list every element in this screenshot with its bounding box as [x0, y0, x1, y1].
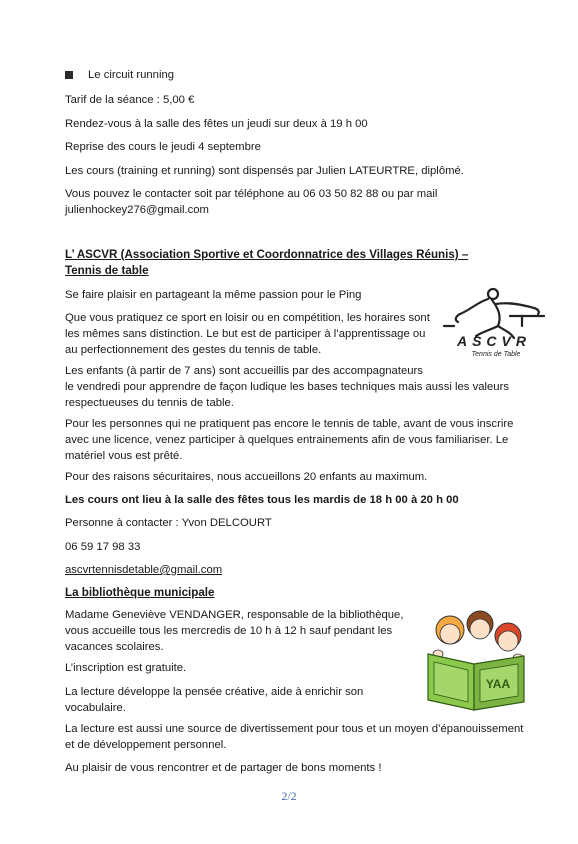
ascvr-email-link[interactable]: ascvrtennisdetable@gmail.com	[65, 564, 223, 576]
personnes-line: Pour les personnes qui ne pratiquent pas encore le tennis de table, avant de vous inscrire	[65, 418, 514, 430]
page-number: 2/2	[281, 789, 297, 803]
ascvr-heading-line: L’ ASCVR (Association Sportive et Coordonnatrice des Villages Réunis) –	[65, 248, 469, 261]
personnes-line: avec une licence, venez participer à quelques entrainements afin de vous familiariser. Le	[65, 434, 509, 446]
ascvr-securite: Pour des raisons sécuritaires, nous accueillons 20 enfants au maximum.	[65, 471, 428, 483]
pratiquez-line: Que vous pratiquez ce sport en loisir ou en compétition, les horaires sont	[65, 312, 430, 324]
lecture2-line: et de développement personnel.	[65, 739, 227, 751]
enfants-line: Les enfants (à partir de 7 ans) sont accueillis par des accompagnateurs	[65, 365, 423, 377]
ascvr-enfants	[65, 363, 509, 411]
madame-line: vous accueille tous les mercredis de 10 h à 12 h sauf pendant les	[65, 625, 393, 637]
contact-paragraph	[65, 186, 437, 218]
ascvr-telephone: 06 59 17 98 33	[65, 541, 141, 553]
pratiquez-line: au perfectionnement des gestes du tennis de table.	[65, 344, 322, 356]
rendezvous-text: Rendez-vous à la salle des fêtes un jeudi sur deux à 19 h 00	[65, 118, 368, 130]
reprise-text: Reprise des cours le jeudi 4 septembre	[65, 141, 261, 153]
lecture1-line: La lecture développe la pensée créative, aide à enrichir son	[65, 686, 364, 698]
madame-line: vacances scolaires.	[65, 641, 164, 653]
enfants-line: le vendredi pour apprendre de façon ludique les bases techniques mais aussi les valeurs	[65, 381, 509, 393]
contact-email: julienhockey276@gmail.com	[65, 204, 209, 216]
lecture1-line: vocabulaire.	[65, 702, 126, 714]
pratiquez-line: les mêmes sans distinction. Le but est de participer à l’apprentissage ou	[65, 328, 426, 340]
bibliotheque-lecture1	[65, 684, 363, 716]
ascvr-logo	[440, 286, 548, 358]
ascvr-heading	[65, 247, 468, 279]
ascvr-personne-contact: Personne à contacter : Yvon DELCOURT	[65, 517, 272, 529]
contact-line: Vous pouvez le contacter soit par téléphone au 06 03 50 82 88 ou par mail	[65, 188, 438, 200]
bibliotheque-heading: La bibliothèque municipale	[65, 586, 215, 599]
bullet-text: Le circuit running	[88, 69, 175, 81]
personnes-line: matériel vous est prêté.	[65, 450, 183, 462]
bullet-item-running	[65, 67, 174, 83]
logo-text: ASCVR	[456, 333, 532, 349]
ascvr-personnes	[65, 416, 513, 464]
ascvr-horaires: Les cours ont lieu à la salle des fêtes tous les mardis de 18 h 00 à 20 h 00	[65, 494, 459, 506]
ascvr-plaisir: Se faire plaisir en partageant la même passion pour le Ping	[65, 289, 362, 301]
madame-line: Madame Geneviève VENDANGER, responsable de la bibliothèque,	[65, 609, 404, 621]
ascvr-heading-line: Tennis de table	[65, 264, 149, 277]
enfants-line: respectueuses du tennis de table.	[65, 397, 234, 409]
cours-text: Les cours (training et running) sont dispensés par Julien LATEURTRE, diplômé.	[65, 165, 464, 177]
bibliotheque-inscription: L’inscription est gratuite.	[65, 662, 187, 674]
bibliotheque-lecture2	[65, 721, 523, 753]
book-text: YAA	[485, 677, 511, 691]
bibliotheque-madame	[65, 607, 403, 655]
tarif-text: Tarif de la séance : 5,00 €	[65, 94, 195, 106]
kids-reading-illustration	[420, 602, 532, 714]
ascvr-pratiquez	[65, 310, 430, 358]
bibliotheque-plaisir: Au plaisir de vous rencontrer et de partager de bons moments !	[65, 762, 382, 774]
square-bullet-icon	[65, 71, 73, 79]
logo-subtitle: Tennis de Table	[471, 351, 521, 358]
lecture2-line: La lecture est aussi une source de divertissement pour tous et un moyen d’épanouissement	[65, 723, 524, 735]
